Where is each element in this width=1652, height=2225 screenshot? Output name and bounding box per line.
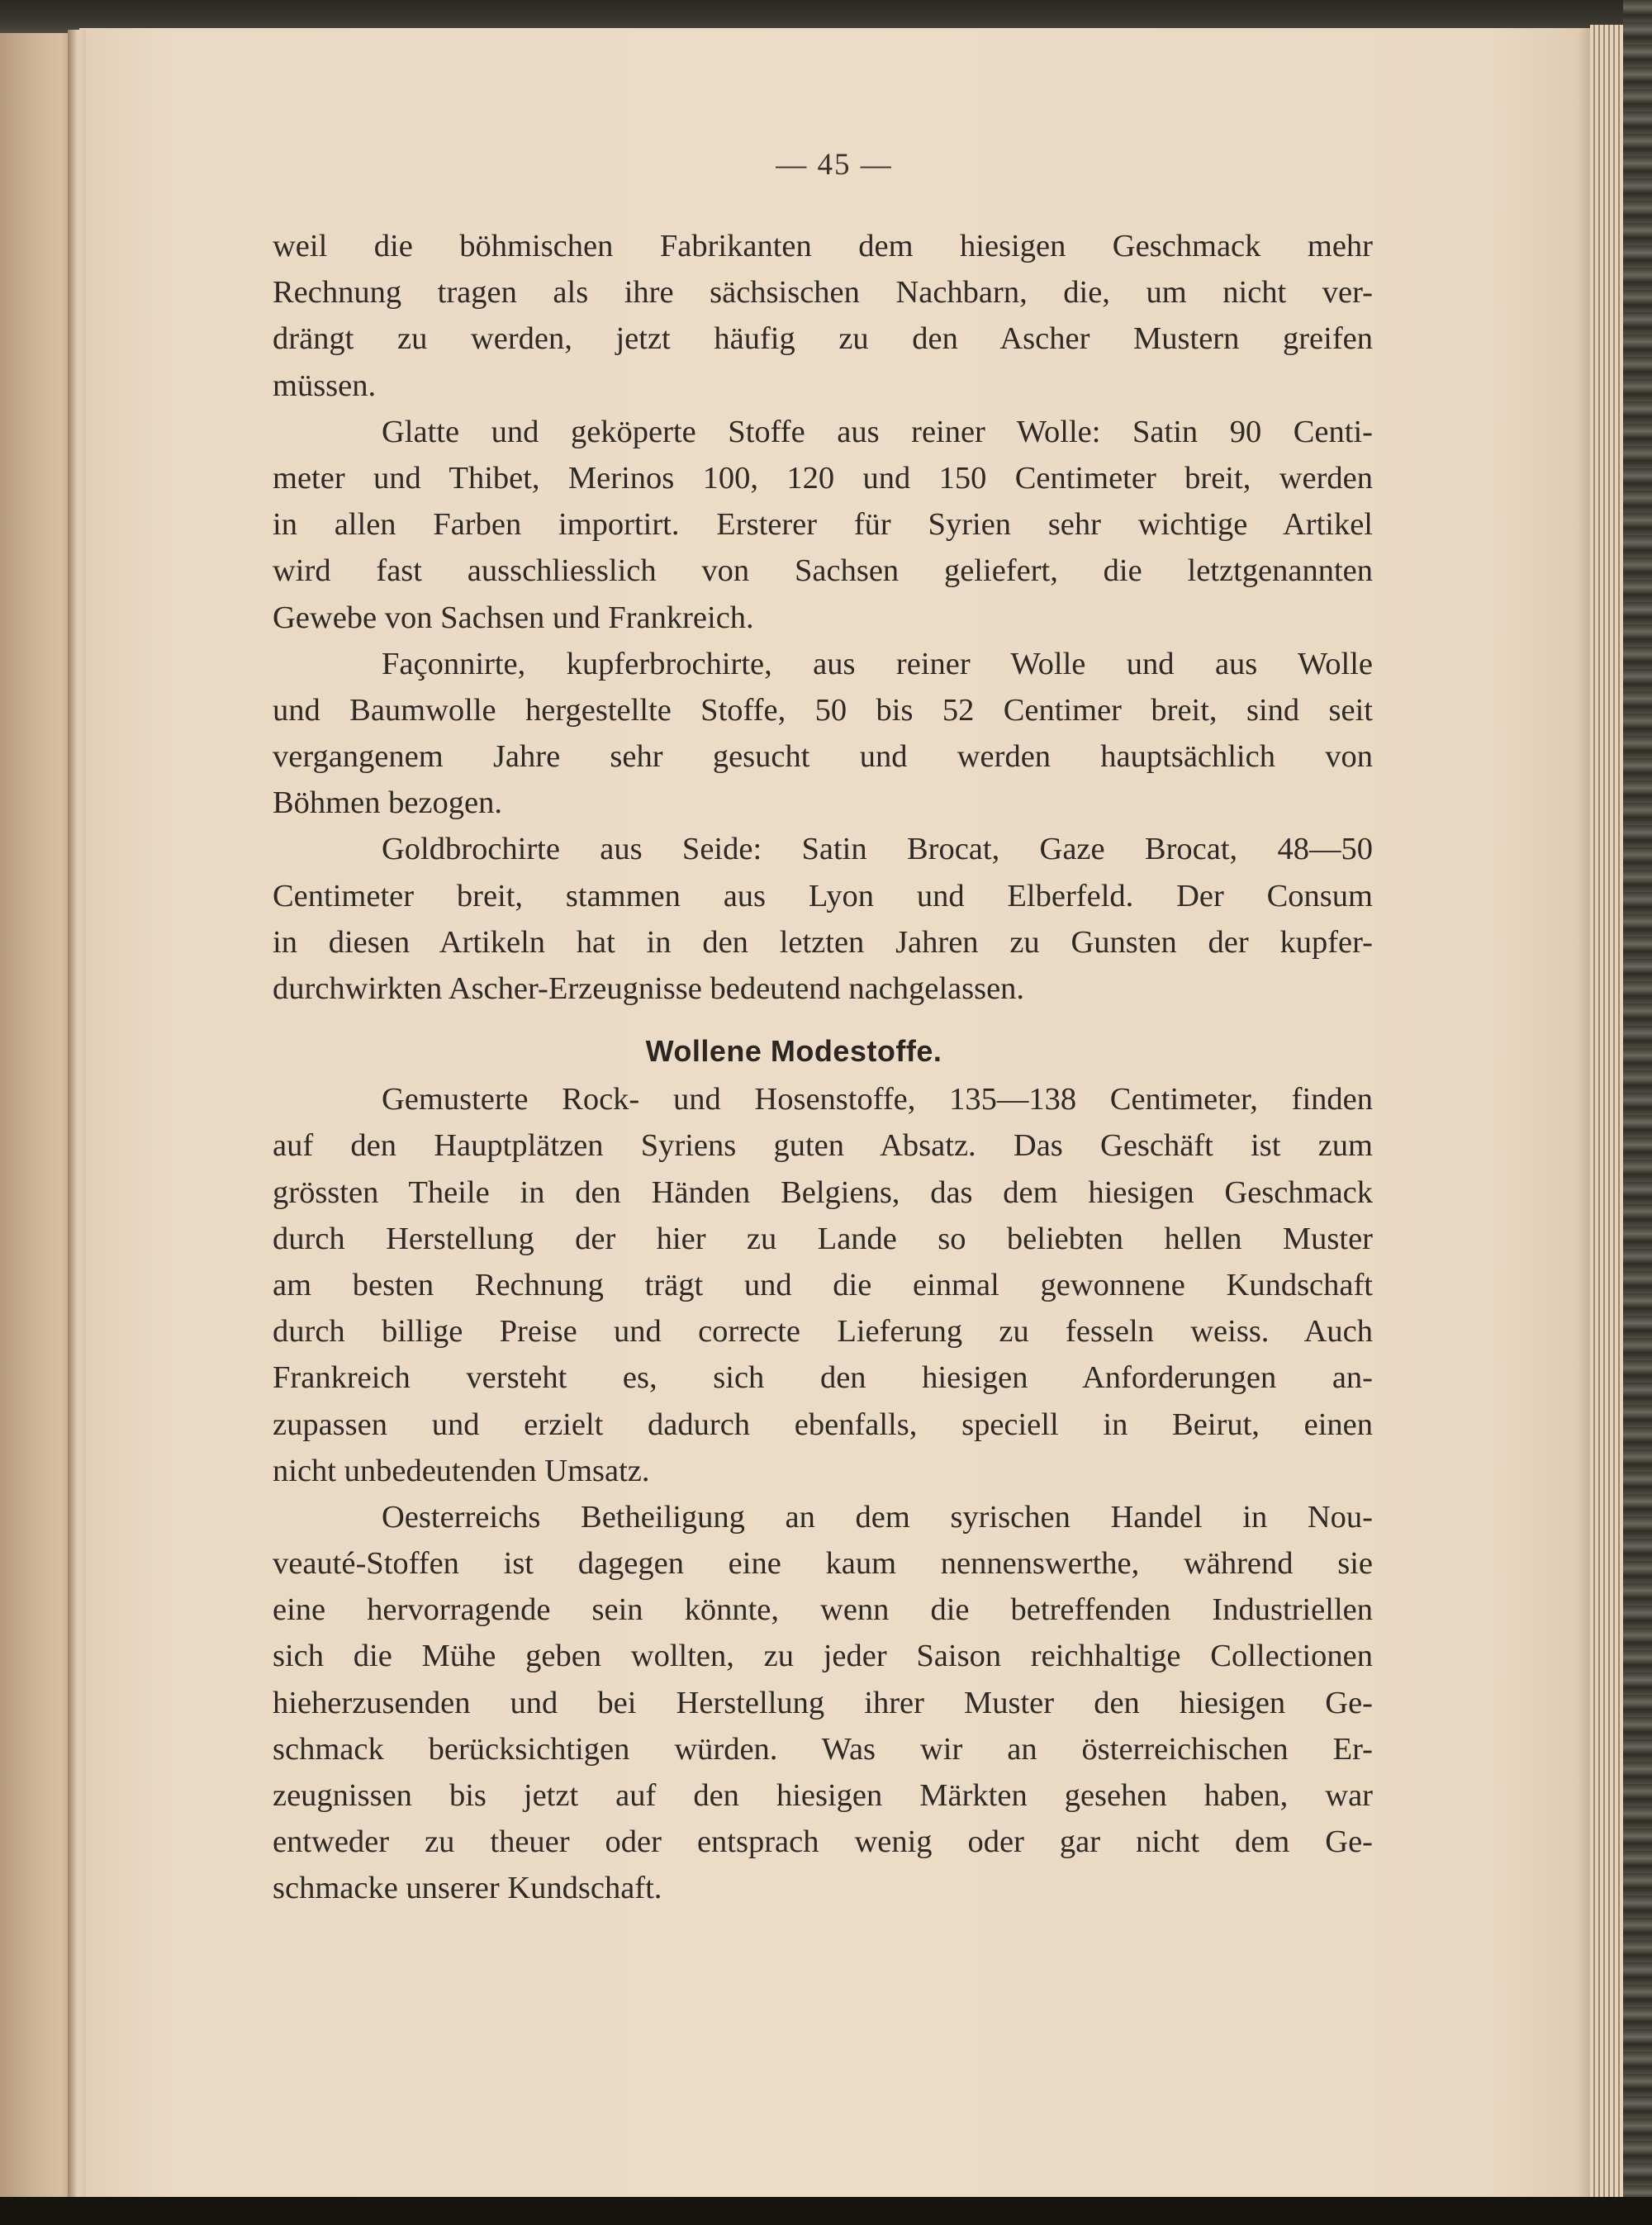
page-number: — 45 — [776,148,893,182]
paragraph-6 [273,1494,1373,1912]
text-line: Centimeter breit, stammen aus Lyon und Elberfeld. Der Consum [273,878,1373,913]
text-line: müssen. [273,368,377,403]
text-line: nicht unbedeutenden Umsatz. [273,1453,650,1488]
text-line: durchwirkten Ascher-Erzeugnisse bedeutend nachgelassen. [273,971,1025,1006]
text-line: durch billige Preise und correcte Lieferung zu fesseln weiss. Auch [273,1314,1373,1350]
paragraph-4 [273,826,1373,1012]
paragraph-1 [273,223,1373,409]
text-line: schmack berücksichtigen würden. Was wir an österreichischen Er- [273,1731,1373,1767]
text-line: Rechnung tragen als ihre sächsischen Nachbarn, die, um nicht ver- [273,275,1373,311]
text-line: auf den Hauptplätzen Syriens guten Absatz. Das Geschäft ist zum [273,1128,1373,1164]
paragraph-2 [273,409,1373,641]
text-line: sich die Mühe geben wollten, zu jeder Saison reichhaltige Collectionen [273,1639,1373,1674]
text-line: am besten Rechnung trägt und die einmal gewonnene Kundschaft [273,1267,1373,1302]
text-line: Façonnirte, kupferbrochirte, aus reiner Wolle und aus Wolle [382,646,1373,681]
left-page-edge [0,33,76,2199]
text-line: Gemusterte Rock- und Hosenstoffe, 135—138 Centimeter, finden [382,1082,1373,1117]
text-line: entweder zu theuer oder entsprach wenig oder gar nicht dem Ge- [273,1824,1373,1860]
text-line: zeugnissen bis jetzt auf den hiesigen Märkten gesehen haben, war [273,1778,1373,1813]
text-line: schmacke unserer Kundschaft. [273,1871,662,1906]
text-line: Gewebe von Sachsen und Frankreich. [273,600,754,635]
text-line: meter und Thibet, Merinos 100, 120 und 150 Centimeter breit, werden [273,460,1373,496]
text-line: drängt zu werden, jetzt häufig zu den Ascher Mustern greifen [273,321,1373,357]
text-line: grössten Theile in den Händen Belgiens, das dem hiesigen Geschmack [273,1174,1373,1210]
text-line: hieherzusenden und bei Herstellung ihrer Muster den hiesigen Ge- [273,1685,1373,1720]
text-line: zupassen und erzielt dadurch ebenfalls, speciell in Beirut, einen [273,1407,1373,1442]
text-line: Glatte und geköperte Stoffe aus reiner Wolle: Satin 90 Centi- [382,414,1373,449]
text-line: Böhmen bezogen. [273,785,502,821]
text-line: in diesen Artikeln hat in den letzten Jahren zu Gunsten der kupfer- [273,924,1373,960]
book-gutter [68,30,86,2200]
paragraph-3 [273,641,1373,827]
text-line: und Baumwolle hergestellte Stoffe, 50 bis 52 Centimer breit, sind seit [273,692,1373,728]
text-line: veauté-Stoffen ist dagegen eine kaum nennenswerthe, während sie [273,1546,1373,1582]
text-line: wird fast ausschliesslich von Sachsen geliefert, die letztgenannten [273,553,1373,589]
text-line: Goldbrochirte aus Seide: Satin Brocat, Gaze Brocat, 48—50 [382,832,1373,867]
stacked-page-edges [1590,25,1625,2199]
text-line: Oesterreichs Betheiligung an dem syrischen Handel in Nou- [382,1499,1373,1535]
text-line: in allen Farben importirt. Ersterer für Syrien sehr wichtige Artikel [273,507,1373,543]
section-heading: Wollene Modestoffe. [645,1034,942,1069]
page-body [273,223,1373,1912]
text-line: eine hervorragende sein könnte, wenn die betreffenden Industriellen [273,1592,1373,1628]
text-line: Frankreich versteht es, sich den hiesigen Anforderungen an- [273,1360,1373,1396]
scan-background-bottom [0,2197,1652,2225]
book-cover-edge [1623,0,1652,2225]
text-line: vergangenem Jahre sehr gesucht und werden hauptsächlich von [273,739,1373,775]
paragraph-5 [273,1076,1373,1494]
text-line: weil die böhmischen Fabrikanten dem hiesigen Geschmack mehr [273,229,1373,263]
text-line: durch Herstellung der hier zu Lande so beliebten hellen Muster [273,1221,1373,1256]
